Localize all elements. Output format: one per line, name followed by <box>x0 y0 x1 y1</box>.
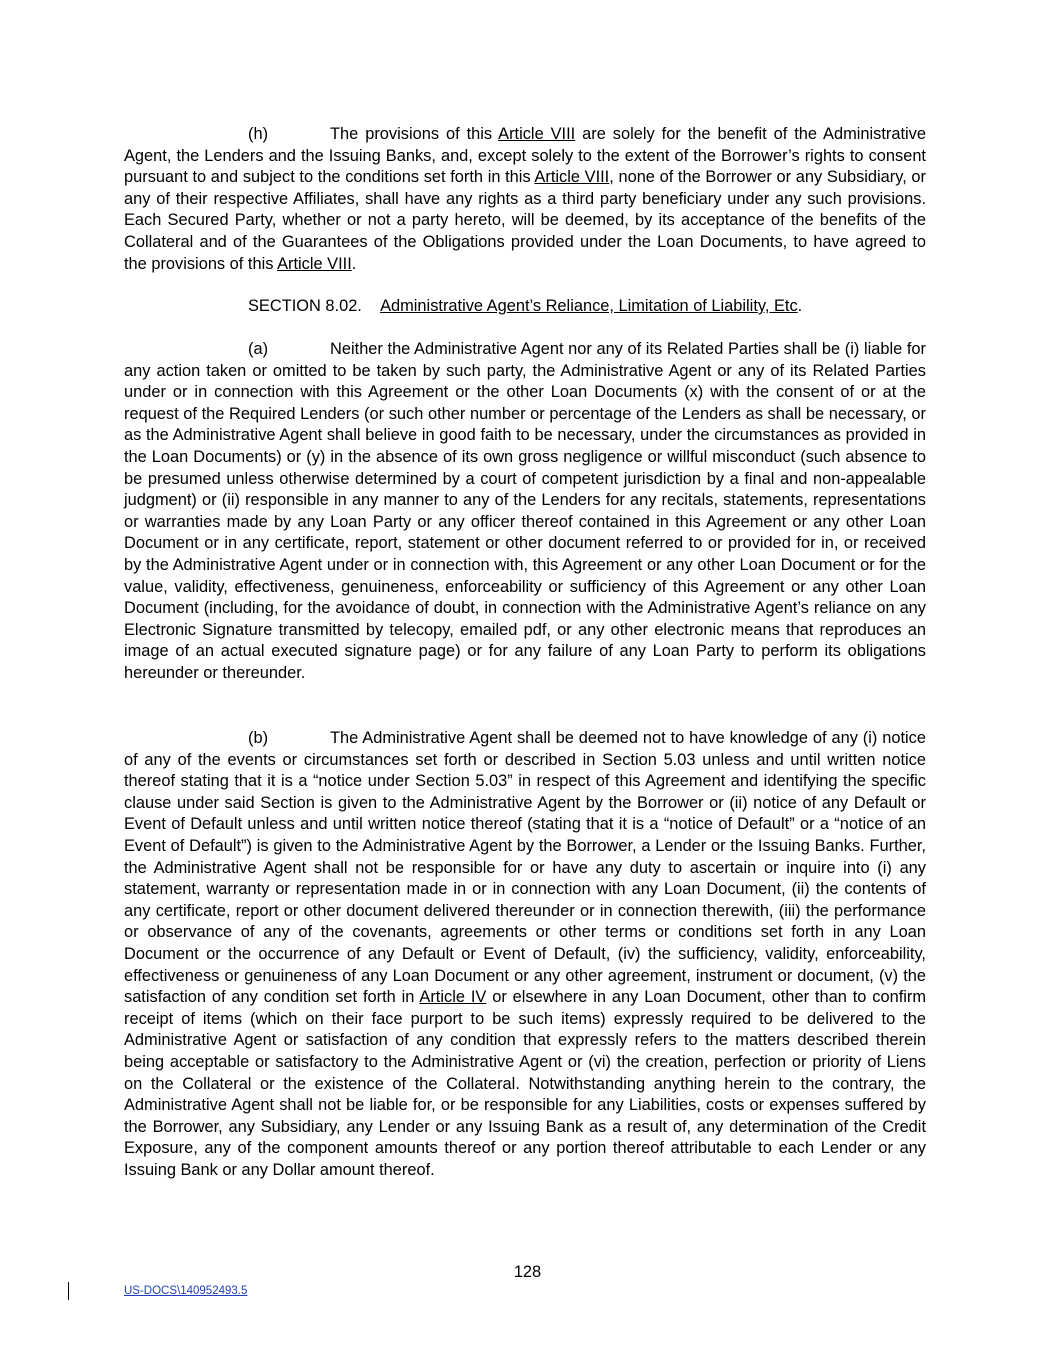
page-number: 128 <box>513 1263 542 1281</box>
paragraph-a-text: Neither the Administrative Agent nor any of its Related Parties shall be (i) liable for any action taken or omitted to be taken by such party, the Administrative Agent or any of its Related Parties under or in connection with this Agreement or the other Loan Documents (x) with the consent of or at the request of the Required Lenders (or such other number or percentage of the Lenders as shall be necessary, or as the Administrative Agent shall believe in good faith to be necessary, under the circumstances as provided in the Loan Documents) or (y) in the absence of its own gross negligence or willful misconduct (such absence to be presumed unless otherwise determined by a court of competent jurisdiction by a final and non-appealable judgment) or (ii) responsible in any manner to any of the Lenders for any recitals, statements, representations or warranties made by any Loan Party or any officer thereof contained in this Agreement or any other Loan Document or in any certificate, report, statement or other document referred to or provided for in, or received by the Administrative Agent under or in connection with, this Agreement or any other Loan Document or for the value, validity, effectiveness, genuineness, enforceability or sufficiency of this Agreement or any other Loan Document (including, for the avoidance of doubt, in connection with the Administrative Agent’s reliance on any Electronic Signature transmitted by telecopy, emailed pdf, or any other electronic means that reproduces an image of an actual executed signature page) or for any failure of any Loan Party to perform its obligations hereunder or thereunder. <box>124 340 926 682</box>
paragraph-a-label: (a) <box>248 340 269 358</box>
paragraph-h-text-3: , none of the Borrower or any Subsidiary, or any of their respective Affiliates, shall have any rights as a third party beneficiary under any such provisions. Each Secured Party, whether or not a party hereto, will be deemed, by its acceptance of the benefits of the Collateral and of the Guarantees of the Obligations provided under the Loan Documents, to have agreed to the provisions of this <box>124 168 927 273</box>
paragraph-b-text-1: The Administrative Agent shall be deemed not to have knowledge of any (i) notice of any of the events or circumstances set forth or described in Section 5.03 unless and until written notice thereof stating that it is a “notice under Section 5.03” in respect of this Agreement and identifying the specific clause under said Section is given to the Administrative Agent by the Borrower or (ii) notice of any Default or Event of Default unless and until written notice thereof (stating that it is a “notice of Default” or a “notice of an Event of Default”) is given to the Administrative Agent by the Borrower, a Lender or the Issuing Banks. Further, the Administrative Agent shall not be responsible for or have any duty to ascertain or inquire into (i) any statement, warranty or representation made in or in connection with any Loan Document, (ii) the contents of any certificate, report or other document delivered thereunder or in connection therewith, (iii) the performance or observance of any of the covenants, agreements or other terms or conditions set forth in any Loan Document or the occurrence of any Default or Event of Default, (iv) the sufficiency, validity, enforceability, effectiveness or genuineness of any Loan Document or any other agreement, instrument or document, (v) the satisfaction of any condition set forth in <box>124 729 926 1007</box>
paragraph-b-text-2: or elsewhere in any Loan Document, other than to confirm receipt of items (which on their face purport to be such items) expressly required to be delivered to the Administrative Agent or satisfaction of any condition that expressly refers to the matters described therein being acceptable or satisfactory to the Administrative Agent or (vi) the creation, perfection or priority of Liens on the Collateral or the existence of the Collateral. Notwithstanding anything herein to the contrary, the Administrative Agent shall not be liable for, or be responsible for any Liabilities, costs or expenses suffered by the Borrower, any Subsidiary, any Lender or any Issuing Bank as a result of, any determination of the Credit Exposure, any of the component amounts thereof or any portion thereof attributable to each Lender or any Issuing Bank or any Dollar amount thereof. <box>124 988 927 1179</box>
article-viii-reference-2: Article VIII <box>534 168 610 187</box>
section-title-end: . <box>797 297 803 315</box>
article-viii-reference-1: Article VIII <box>498 125 576 143</box>
document-id-link[interactable]: US-DOCS\140952493.5 <box>124 1285 248 1297</box>
section-number: SECTION 8.02. <box>248 297 362 315</box>
paragraph-b-label: (b) <box>248 729 269 747</box>
article-viii-reference-3: Article VIII <box>277 254 352 273</box>
paragraph-h-text-1: The provisions of this <box>330 125 499 143</box>
paragraph-a <box>124 339 926 685</box>
paragraph-h-text-4: . <box>351 254 357 273</box>
paragraph-b <box>124 728 926 1181</box>
paragraph-h-text-2: are solely for the benefit of the Administrative Agent, the Lenders and the Issuing Banks, and, except solely to the extent of the Borrower’s rights to consent pursuant to and subject to the conditions set forth in this <box>124 125 926 187</box>
paragraph-h-label: (h) <box>248 125 269 143</box>
section-heading <box>124 296 926 318</box>
article-iv-reference: Article IV <box>419 988 487 1007</box>
paragraph-h <box>124 124 926 275</box>
section-title: Administrative Agent’s Reliance, Limitation of Liability, Etc <box>380 297 798 315</box>
change-bar <box>68 1282 69 1300</box>
